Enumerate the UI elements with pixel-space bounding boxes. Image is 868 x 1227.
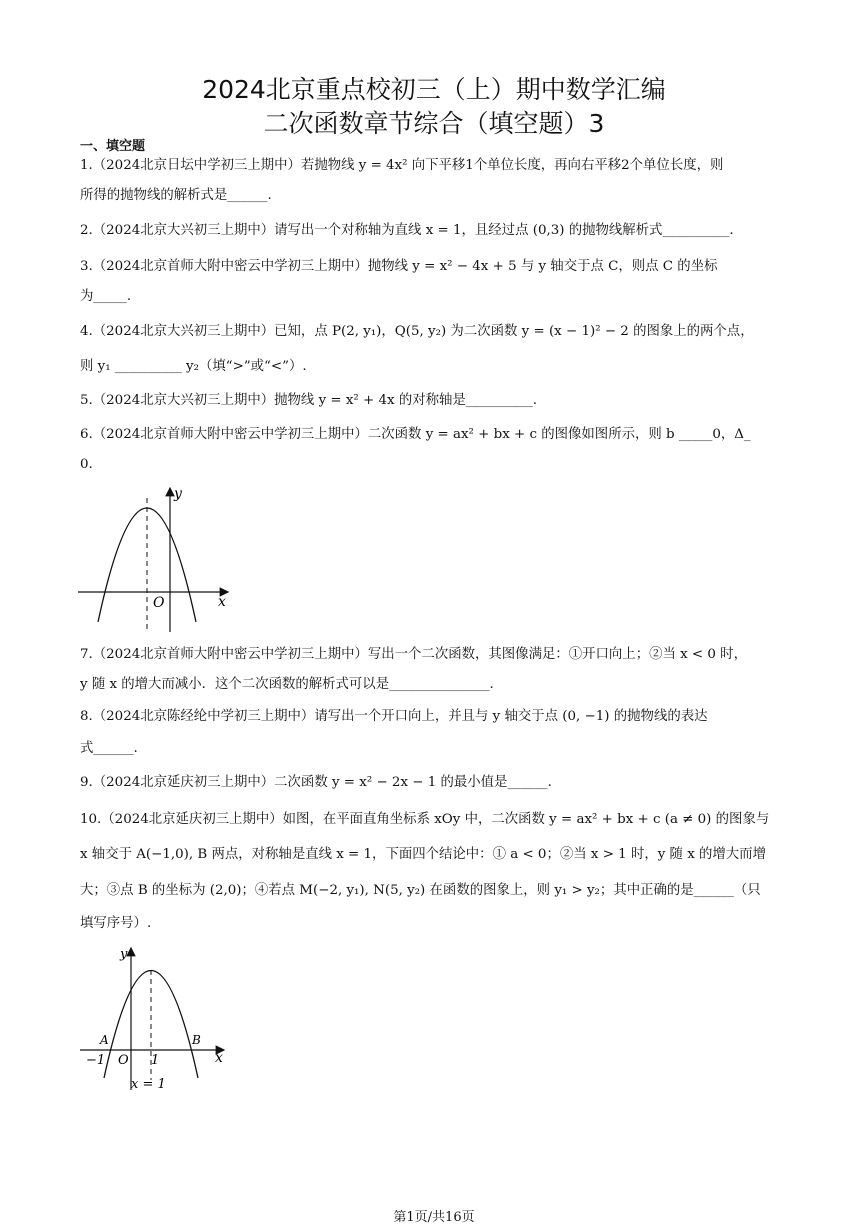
- section-heading: 一、填空题: [80, 139, 146, 154]
- question-3-line-1: 3.（2024北京首师大附中密云中学初三上期中）抛物线 y = x² − 4x + 5 与 y 轴交于点 C，则点 C 的坐标: [80, 259, 718, 274]
- page-footer: 第1页/共16页: [393, 1210, 475, 1225]
- question-6-line-1: 6.（2024北京首师大附中密云中学初三上期中）二次函数 y = ax² + bx + c 的图像如图所示，则 b _____0，Δ_: [80, 427, 751, 442]
- y-axis-label: y: [120, 947, 128, 962]
- question-8-line-2: 式______.: [80, 741, 138, 756]
- question-10-line-3: 大；③点 B 的坐标为 (2,0)；④若点 M(−2, y₁), N(5, y₂) 在函数的图象上，则 y₁ > y₂；其中正确的是______（只: [80, 883, 761, 898]
- question-4-line-2: 则 y₁ __________ y₂（填“>”或“<”）.: [80, 359, 307, 374]
- question-9-line-1: 9.（2024北京延庆初三上期中）二次函数 y = x² − 2x − 1 的最小值是______.: [80, 775, 552, 790]
- question-4-line-1: 4.（2024北京大兴初三上期中）已知，点 P(2, y₁)，Q(5, y₂) 为二次函数 y = (x − 1)² − 2 的图象上的两个点，: [80, 324, 754, 339]
- question-2-line-1: 2.（2024北京大兴初三上期中）请写出一个对称轴为直线 x = 1，且经过点 (0,3) 的抛物线解析式__________.: [80, 223, 734, 238]
- origin-label: O: [118, 1053, 129, 1068]
- point-b-label: B: [192, 1033, 201, 1047]
- question-6-line-2: 0.: [80, 457, 93, 472]
- question-10-line-1: 10.（2024北京延庆初三上期中）如图，在平面直角坐标系 xOy 中，二次函数 y = ax² + bx + c (a ≠ 0) 的图象与: [80, 812, 770, 827]
- minus-one-label: −1: [86, 1053, 106, 1068]
- question-7-line-1: 7.（2024北京首师大附中密云中学初三上期中）写出一个二次函数，其图像满足：①开口向上；②当 x < 0 时，: [80, 647, 747, 662]
- figure-2-parabola-graph: [74, 940, 234, 1095]
- question-10-line-2: x 轴交于 A(−1,0), B 两点，对称轴是直线 x = 1，下面四个结论中：① a < 0；②当 x > 1 时，y 随 x 的增大而增: [80, 847, 766, 862]
- page-title: 2024北京重点校初三（上）期中数学汇编: [202, 75, 666, 104]
- question-10-line-4: 填写序号）.: [80, 916, 152, 931]
- symmetry-axis-label: x = 1: [131, 1077, 166, 1092]
- question-8-line-1: 8.（2024北京陈经纶中学初三上期中）请写出一个开口向上，并且与 y 轴交于点 (0, −1) 的抛物线的表达: [80, 709, 708, 724]
- question-7-line-2: y 随 x 的增大而减小．这个二次函数的解析式可以是_______________.: [80, 677, 494, 692]
- question-1-line-2: 所得的抛物线的解析式是______.: [80, 188, 272, 203]
- question-5-line-1: 5.（2024北京大兴初三上期中）抛物线 y = x² + 4x 的对称轴是__________.: [80, 393, 538, 408]
- question-3-line-2: 为_____.: [80, 289, 132, 304]
- y-axis-label: y: [174, 486, 182, 502]
- question-1-line-1: 1.（2024北京日坛中学初三上期中）若抛物线 y = 4x² 向下平移1个单位长度，再向右平移2个单位长度，则: [80, 158, 724, 173]
- page-subtitle: 二次函数章节综合（填空题）3: [263, 109, 605, 138]
- x-axis-label: x: [218, 594, 226, 610]
- x-axis-label: x: [215, 1050, 223, 1066]
- figure-1-parabola-graph: [70, 482, 240, 637]
- one-label: 1: [151, 1053, 160, 1068]
- origin-label: O: [153, 595, 165, 611]
- point-a-label: A: [100, 1033, 109, 1047]
